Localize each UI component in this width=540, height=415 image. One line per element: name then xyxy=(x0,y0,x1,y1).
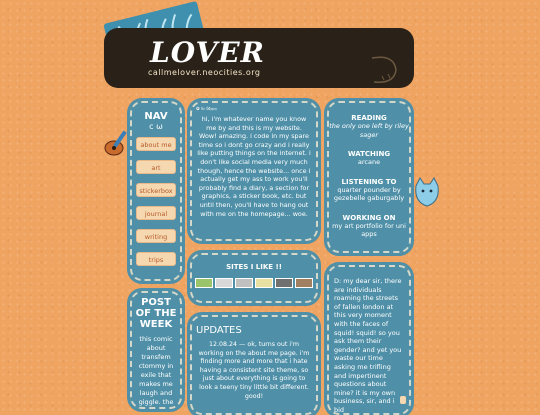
site-button[interactable] xyxy=(195,278,213,288)
blue-cat-sticker-icon xyxy=(412,176,442,210)
moon-doodle-icon xyxy=(366,54,406,86)
reading-value: the only one left by riley sager xyxy=(329,122,409,139)
site-button[interactable] xyxy=(235,278,253,288)
site-button[interactable] xyxy=(255,278,273,288)
potw-title: POST OF THE WEEK xyxy=(135,297,177,330)
nav-item-journal[interactable]: journal xyxy=(136,206,176,220)
site-buttons xyxy=(192,278,316,288)
working-value: my art portfolio for uni apps xyxy=(332,221,406,238)
nav-title: NAV xyxy=(144,111,168,122)
watching-label: WATCHING xyxy=(347,150,391,158)
site-button[interactable] xyxy=(275,278,293,288)
scroll-handle[interactable] xyxy=(400,396,406,404)
potw-text: this comic about transfem ctommy in exile that makes me laugh and giggle. the xyxy=(138,335,174,406)
updates-text: 12.08.24 — ok, turns out i'm working on the about me page. i'm finding more and more that i hate having a consistent site theme, so just about everything is going to look a teeny tiny little bit different. good! xyxy=(198,341,310,400)
nav-item-art[interactable]: art xyxy=(136,160,176,174)
working-label: WORKING ON xyxy=(342,213,396,222)
site-logo[interactable]: LOVER xyxy=(150,36,265,69)
quote-text: D: my dear sir, there are individuals roaming the streets of fallen london at this very moment with the faces of squid! squid! so you ask them their gender? and yet you waste our time asking me trifling and impertinent questions about mine? it is my own business, sir, and i bid xyxy=(334,277,402,414)
listening-label: LISTENING TO xyxy=(341,177,397,186)
nav-panel xyxy=(130,101,182,281)
nav-item-stickerbox[interactable]: stickerbox xyxy=(136,183,176,197)
post-of-the-week-panel xyxy=(130,291,182,409)
listening-value: quarter pounder by gezebelle gaburgably xyxy=(333,185,405,202)
nav-handle: c ω xyxy=(149,122,163,131)
pin-label: ✿ 𝔟𝔢 𝔥𝔞𝔭𝔭𝔶 xyxy=(196,107,217,112)
watching-value: arcane xyxy=(357,158,381,166)
updates-title: UPDATES xyxy=(196,325,242,336)
site-url: callmelover.neocities.org xyxy=(148,68,261,77)
intro-panel xyxy=(190,101,318,241)
sites-panel xyxy=(190,253,318,303)
updates-panel xyxy=(190,315,318,415)
intro-text: hi, i'm whatever name you know me by and this is my website. Wow! amazing. i code in my spare time so i dont go crazy and i really like putting things on the internet. i don't like social media very much though, hence the website... once i actually get my ass to work you'll probably find a diary, a section for graphics, a sticker book, etc. but until then, you'll have to hang out with me on the homepage... woe. xyxy=(197,115,311,218)
quote-panel xyxy=(327,265,411,415)
site-button[interactable] xyxy=(295,278,313,288)
sites-title: SITES I LIKE !! xyxy=(226,263,282,271)
nav-item-about-me[interactable]: about me xyxy=(136,137,176,151)
site-button[interactable] xyxy=(215,278,233,288)
reading-label: READING xyxy=(351,114,387,122)
nav-item-trips[interactable]: trips xyxy=(136,252,176,266)
status-panel xyxy=(327,101,411,253)
nav-item-writing[interactable]: writing xyxy=(136,229,176,243)
